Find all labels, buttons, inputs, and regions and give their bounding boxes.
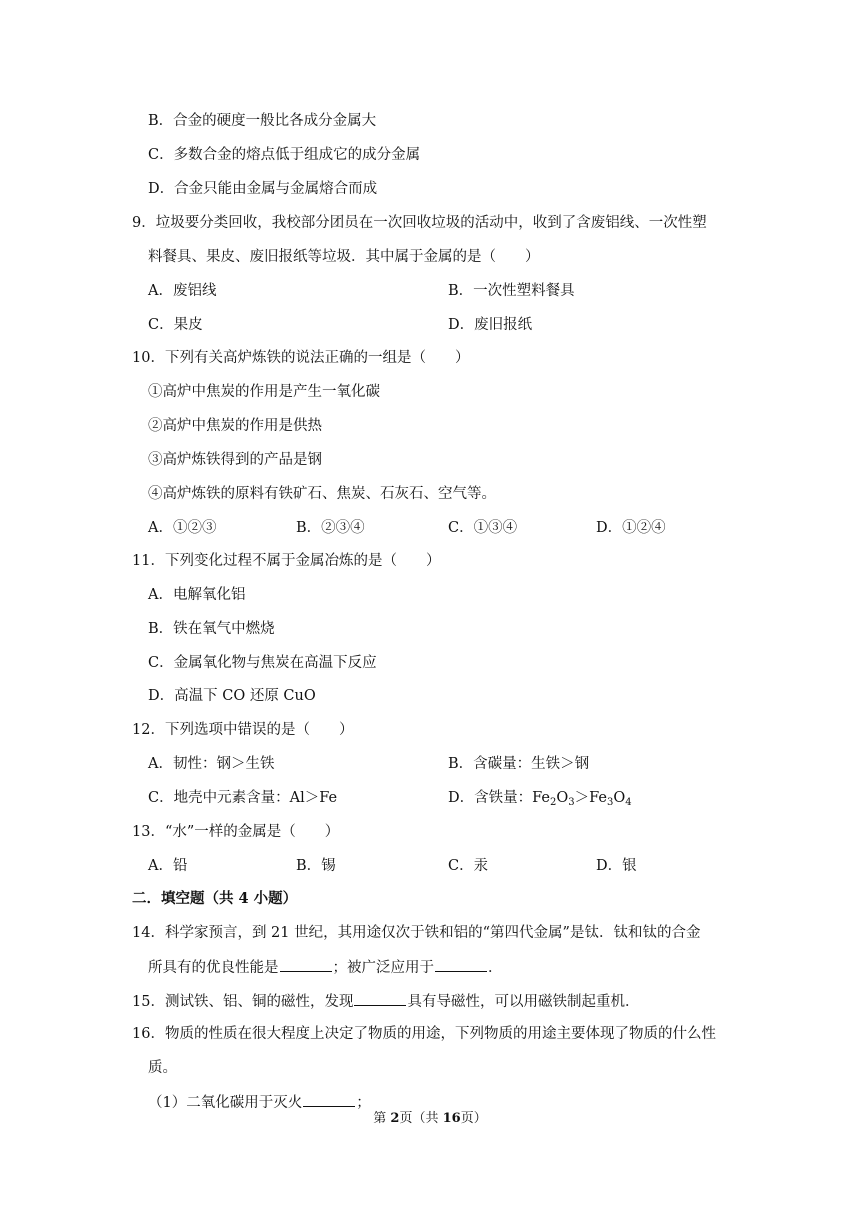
q10-option-b: B．②③④: [296, 520, 365, 536]
page-total: 16: [442, 1111, 461, 1126]
footer-middle: 页（共: [399, 1111, 443, 1126]
q15-text-a: 15．测试铁、铝、铜的磁性，发现: [132, 994, 354, 1010]
formula-text: O: [556, 790, 569, 806]
footer-prefix: 第: [373, 1111, 391, 1126]
q13-option-a: A．铅: [148, 858, 188, 874]
q16-sub1-end: ；: [356, 1095, 371, 1111]
q10-statement-2: ②高炉中焦炭的作用是供热: [148, 418, 322, 434]
q9-option-c: C．果皮: [148, 317, 203, 333]
q15-text-b: 具有导磁性，可以用磁铁制起重机．: [407, 994, 640, 1010]
section-heading: 二．填空题（共 4 小题）: [132, 890, 298, 907]
q12-stem: 12．下列选项中错误的是（ ）: [132, 722, 354, 738]
page-footer: [0, 1109, 860, 1129]
q13-option-b: B．锡: [296, 858, 336, 874]
q11-option-d: D．高温下 CO 还原 CuO: [148, 688, 316, 704]
q16-sub1-text: （1）二氧化碳用于灭火: [148, 1095, 303, 1111]
q14-stem-line2: [148, 957, 503, 978]
q8-option-c: C．多数合金的熔点低于组成它的成分金属: [148, 147, 421, 163]
page-number: 2: [390, 1111, 400, 1126]
q12-option-d-prefix: D．含铁量：Fe: [448, 790, 550, 806]
q12-option-b: B．含碳量：生铁＞钢: [448, 756, 590, 772]
formula-text: ＞Fe: [574, 790, 607, 806]
formula-subscript: 2: [549, 797, 557, 808]
q14-answer-blank-1[interactable]: [280, 957, 332, 972]
q9-option-d: D．废旧报纸: [448, 317, 533, 333]
q13-option-d: D．银: [596, 858, 637, 874]
q14-text-c: ．: [488, 960, 503, 976]
q10-statement-3: ③高炉炼铁得到的产品是钢: [148, 452, 322, 468]
q16-answer-blank-1[interactable]: [303, 1092, 355, 1107]
formula-subscript: 4: [625, 797, 632, 808]
q11-stem: 11．下列变化过程不属于金属冶炼的是（ ）: [132, 553, 441, 569]
q9-option-a: A．废铝线: [148, 283, 217, 299]
q14-text-b: ；被广泛应用于: [332, 960, 434, 976]
q13-option-c: C．汞: [448, 858, 489, 874]
q9-option-b: B．一次性塑料餐具: [448, 283, 575, 299]
q9-stem-line2: 料餐具、果皮、废旧报纸等垃圾．其中属于金属的是（ ）: [148, 249, 540, 265]
q8-option-d: D．合金只能由金属与金属熔合而成: [148, 181, 378, 197]
q10-statement-4: ④高炉炼铁的原料有铁矿石、焦炭、石灰石、空气等。: [148, 486, 496, 502]
q12-option-c: C．地壳中元素含量：Al＞Fe: [148, 790, 338, 806]
q10-option-c: C．①③④: [448, 520, 518, 536]
q16-stem-line1: 16．物质的性质在很大程度上决定了物质的用途，下列物质的用途主要体现了物质的什么性: [132, 1026, 716, 1042]
q15-stem: [132, 991, 639, 1012]
q16-stem-line2: 质。: [148, 1060, 177, 1076]
q12-option-a: A．韧性：钢＞生铁: [148, 756, 275, 772]
q10-stem: 10．下列有关高炉炼铁的说法正确的一组是（ ）: [132, 350, 470, 366]
q10-option-d: D．①②④: [596, 520, 666, 536]
q14-text-a: 所具有的优良性能是: [148, 960, 279, 976]
q15-answer-blank[interactable]: [354, 991, 406, 1006]
q11-option-b: B．铁在氧气中燃烧: [148, 621, 275, 637]
q9-stem-line1: 9．垃圾要分类回收，我校部分团员在一次回收垃圾的活动中，收到了含废铝线、一次性塑: [132, 215, 707, 231]
footer-suffix: 页）: [460, 1111, 487, 1126]
q8-option-b: B．合金的硬度一般比各成分金属大: [148, 113, 377, 129]
q14-stem-line1: 14．科学家预言，到 21 世纪，其用途仅次于铁和铝的“第四代金属”是钛．钛和钛的合金: [132, 925, 701, 941]
q10-statement-1: ①高炉中焦炭的作用是产生一氧化碳: [148, 384, 380, 400]
q14-answer-blank-2[interactable]: [435, 957, 487, 972]
q12-option-d: [448, 788, 632, 808]
formula-subscript: 3: [568, 797, 575, 808]
q13-stem: 13．“水”一样的金属是（ ）: [132, 824, 340, 840]
q11-option-a: A．电解氧化铝: [148, 587, 246, 603]
q10-option-a: A．①②③: [148, 520, 217, 536]
formula-text: O: [613, 790, 626, 806]
formula-subscript: 3: [606, 797, 614, 808]
q11-option-c: C．金属氧化物与焦炭在高温下反应: [148, 655, 377, 671]
